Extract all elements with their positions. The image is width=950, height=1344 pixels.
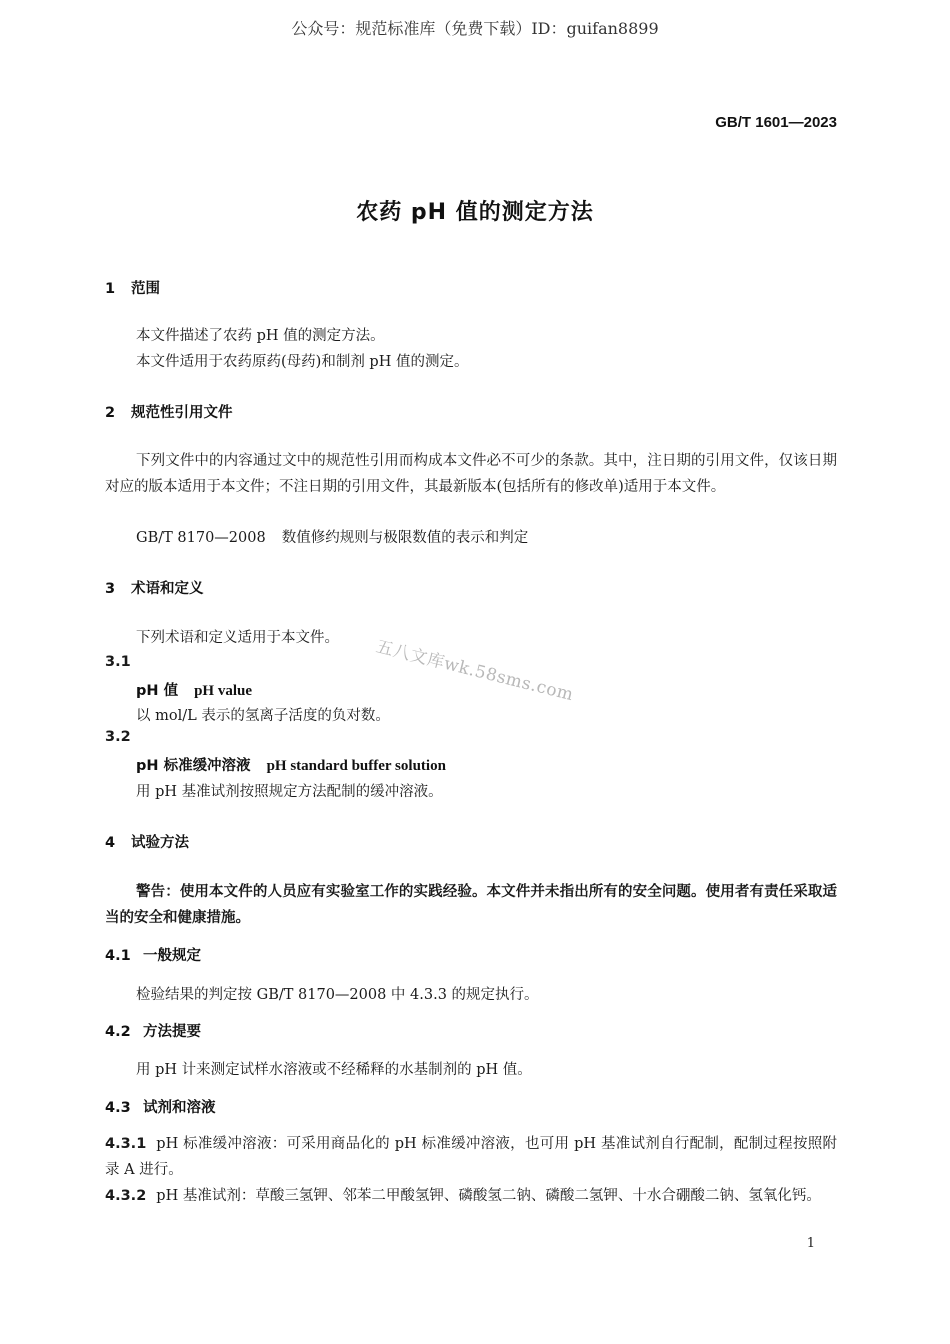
clause-text: pH 标准缓冲溶液：可采用商品化的 pH 标准缓冲溶液，也可用 pH 基准试剂自行配制，配制过程按照附录 A 进行。 <box>105 1136 837 1178</box>
section-number: 4 <box>105 835 116 851</box>
standard-number: GB/T 1601—2023 <box>715 114 837 131</box>
section-number: 2 <box>105 405 116 421</box>
section-4-2-text: 用 pH 计来测定试样水溶液或不经稀释的水基制剂的 pH 值。 <box>136 1062 532 1078</box>
section-4-1-text: 检验结果的判定按 GB/T 8170—2008 中 4.3.3 的规定执行。 <box>136 987 539 1003</box>
section-number: 1 <box>105 281 116 297</box>
section-3-heading <box>105 577 204 598</box>
reference-title: 数值修约规则与极限数值的表示和判定 <box>281 530 529 546</box>
term-chinese: pH 值 <box>136 683 179 699</box>
normative-references-paragraph: 下列文件中的内容通过文中的规范性引用而构成本文件必不可少的条款。其中，注日期的引用文件，仅该日期对应的版本适用于本文件；不注日期的引用文件，其最新版本(包括所有的修改单)适用于本文件。 <box>105 453 837 495</box>
safety-warning: 警告：使用本文件的人员应有实验室工作的实践经验。本文件并未指出所有的安全问题。使用者有责任采取适当的安全和健康措施。 <box>105 884 837 926</box>
term-english: pH standard buffer solution <box>266 758 446 774</box>
scope-line-1: 本文件描述了农药 pH 值的测定方法。 <box>136 328 385 344</box>
section-title: 术语和定义 <box>131 581 204 597</box>
section-number: 3 <box>105 581 116 597</box>
section-4-3-heading <box>105 1096 216 1117</box>
section-title: 规范性引用文件 <box>131 405 233 421</box>
clause-number: 4.3.1 <box>105 1136 147 1152</box>
term-3-2-definition: 用 pH 基准试剂按照规定方法配制的缓冲溶液。 <box>136 784 443 800</box>
term-3-1-definition: 以 mol/L 表示的氢离子活度的负对数。 <box>136 708 390 724</box>
clause-4-3-2 <box>105 1183 837 1209</box>
reference-code: GB/T 8170—2008 <box>136 530 266 546</box>
reference-entry <box>136 526 528 547</box>
document-title: 农药 pH 值的测定方法 <box>356 200 594 225</box>
terms-intro: 下列术语和定义适用于本文件。 <box>136 630 339 646</box>
watermark-text: 五八文库wk.58sms.com <box>373 636 576 706</box>
clause-4-3-1 <box>105 1131 837 1183</box>
section-4-heading <box>105 831 189 852</box>
section-4-1-heading <box>105 944 201 965</box>
section-title: 试验方法 <box>131 835 189 851</box>
term-3-1-heading <box>136 679 252 700</box>
section-title: 范围 <box>131 281 160 297</box>
top-banner: 公众号：规范标准库（免费下载）ID：guifan8899 <box>291 19 659 38</box>
subsection-title: 一般规定 <box>143 948 201 964</box>
subsection-title: 试剂和溶液 <box>143 1100 216 1116</box>
term-english: pH value <box>194 683 253 699</box>
clause-number: 4.3.2 <box>105 1188 147 1204</box>
subsection-title: 方法提要 <box>143 1024 201 1040</box>
clause-text: pH 基准试剂：草酸三氢钾、邻苯二甲酸氢钾、磷酸氢二钠、磷酸二氢钾、十水合硼酸二钠、氢氧化钙。 <box>156 1188 821 1204</box>
section-2-heading <box>105 401 233 422</box>
section-4-2-heading <box>105 1020 201 1041</box>
subsection-number: 4.3 <box>105 1100 131 1116</box>
section-1-heading <box>105 277 160 298</box>
scope-line-2: 本文件适用于农药原药(母药)和制剂 pH 值的测定。 <box>136 354 469 370</box>
term-3-1-number: 3.1 <box>105 654 131 670</box>
subsection-number: 4.1 <box>105 948 131 964</box>
subsection-number: 4.2 <box>105 1024 131 1040</box>
term-3-2-heading <box>136 754 446 775</box>
term-3-2-number: 3.2 <box>105 729 131 745</box>
page-number: 1 <box>806 1236 815 1251</box>
term-chinese: pH 标准缓冲溶液 <box>136 758 251 774</box>
